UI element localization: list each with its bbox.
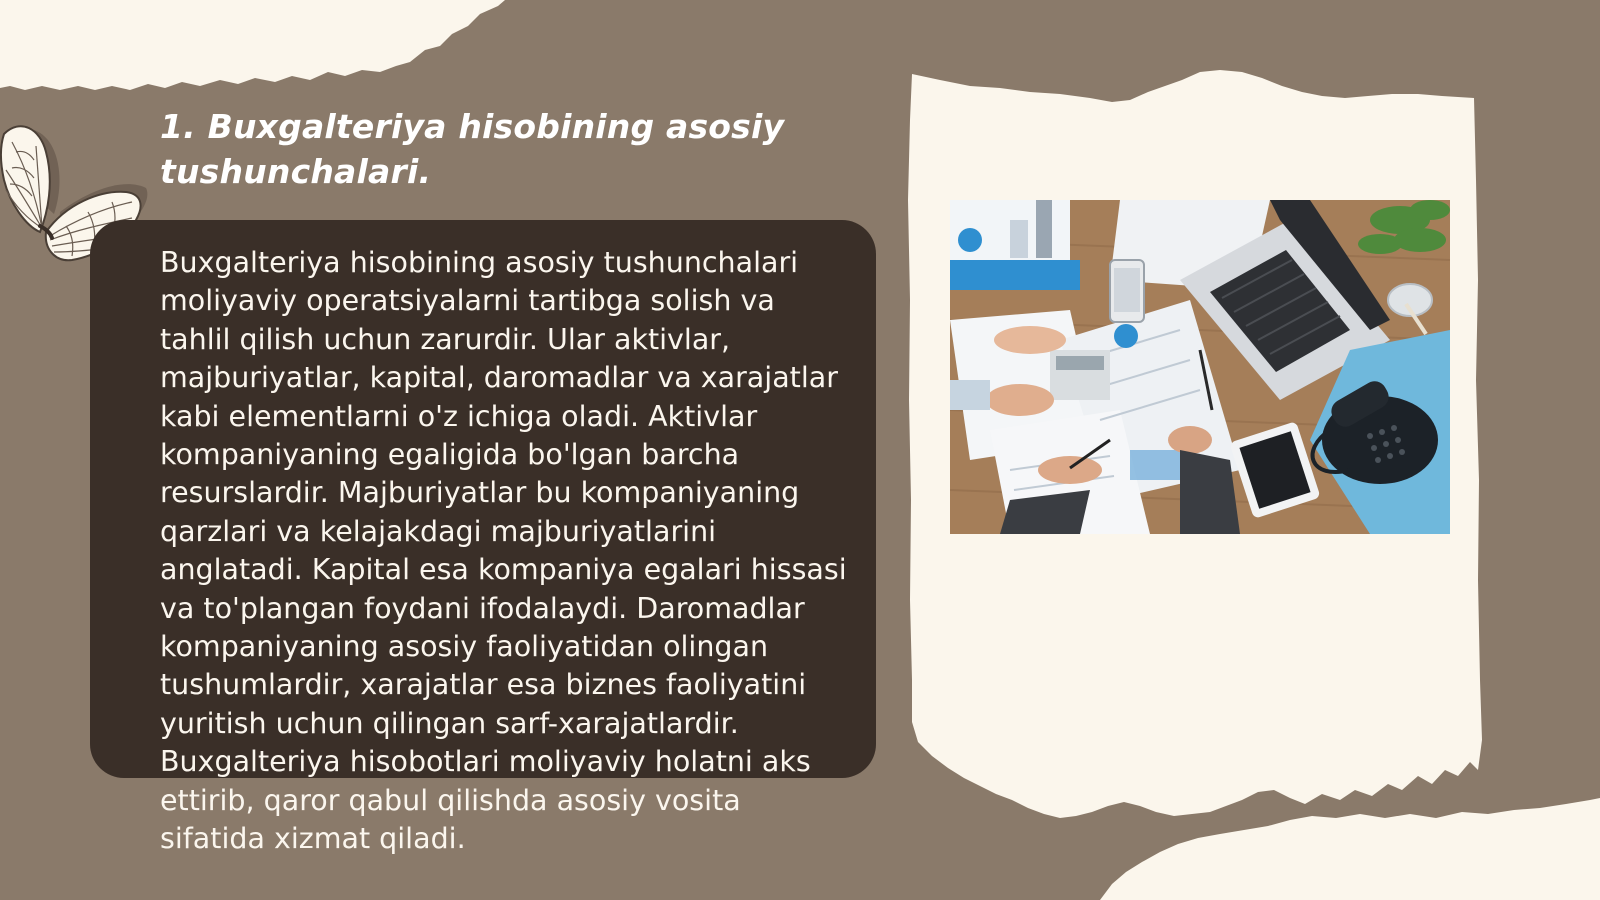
- torn-paper-top-left: [0, 0, 505, 90]
- office-desk-photo: [950, 200, 1450, 534]
- slide-title: 1. Buxgalteriya hisobining asosiy tushunchalari.: [160, 107, 785, 191]
- body-text: Buxgalteriya hisobining asosiy tushunchalari moliyaviy operatsiyalarni tartibga solish va tahlil qilish uchun zarurdir. Ular aktivlar, majburiyatlar, kapital, daromadlar va xarajatlar kabi elementlarni o'z ichiga oladi. Aktivlar kompaniyaning egaligida bo'lgan barcha resurslardir. Majburiyatlar bu kompaniyaning qarzlari va kelajakdagi majburiyatlarini anglatadi. Kapital esa kompaniya egalari hissasi va to'plangan foydani ifodalaydi. Daromadlar kompaniyaning asosiy faoliyatidan olingan tushumlardir, xarajatlar esa biznes faoliyatini yuritish uchun qilingan sarf-xarajatlardir. Buxgalteriya hisobotlari moliyaviy holatni aks ettirib, qaror qabul qilishda asosiy vosita sifatida xizmat qiladi.: [160, 246, 847, 856]
